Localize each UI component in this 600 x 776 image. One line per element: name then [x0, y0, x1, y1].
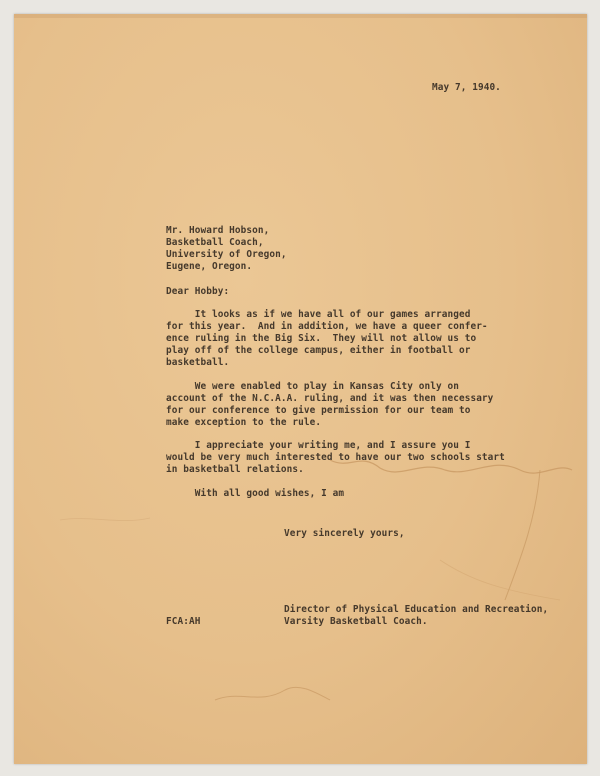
paragraph-1-line-4: play off of the college campus, either in football or [166, 345, 471, 356]
recipient-line-1: Mr. Howard Hobson, [166, 225, 270, 236]
paragraph-3-line-3: in basketball relations. [166, 464, 304, 475]
paragraph-2-line-4: make exception to the rule. [166, 417, 322, 428]
paper-edge [14, 14, 587, 18]
paragraph-1-line-2: for this year. And in addition, we have a queer confer- [166, 321, 488, 332]
signature-title-line-1: Director of Physical Education and Recreation, [284, 604, 549, 615]
recipient-line-4: Eugene, Oregon. [166, 261, 253, 272]
paragraph-1-line-5: basketball. [166, 357, 230, 368]
paragraph-1-line-3: ence ruling in the Big Six. They will not allow us to [166, 333, 477, 344]
paragraph-2-line-1: We were enabled to play in Kansas City only on [166, 381, 459, 392]
salutation: Dear Hobby: [166, 286, 230, 297]
typist-initials: FCA:AH [166, 616, 201, 627]
paragraph-2-line-3: for our conference to give permission for our team to [166, 405, 471, 416]
paragraph-4-line-1: With all good wishes, I am [166, 488, 345, 499]
paragraph-3-line-1: I appreciate your writing me, and I assure you I [166, 440, 471, 451]
signature-title-line-2: Varsity Basketball Coach. [284, 616, 428, 627]
closing: Very sincerely yours, [284, 528, 405, 539]
recipient-line-2: Basketball Coach, [166, 237, 264, 248]
letter-date: May 7, 1940. [432, 82, 501, 93]
paragraph-1-line-1: It looks as if we have all of our games arranged [166, 309, 471, 320]
recipient-line-3: University of Oregon, [166, 249, 287, 260]
paragraph-3-line-2: would be very much interested to have our two schools start [166, 452, 505, 463]
paragraph-2-line-2: account of the N.C.A.A. ruling, and it was then necessary [166, 393, 494, 404]
